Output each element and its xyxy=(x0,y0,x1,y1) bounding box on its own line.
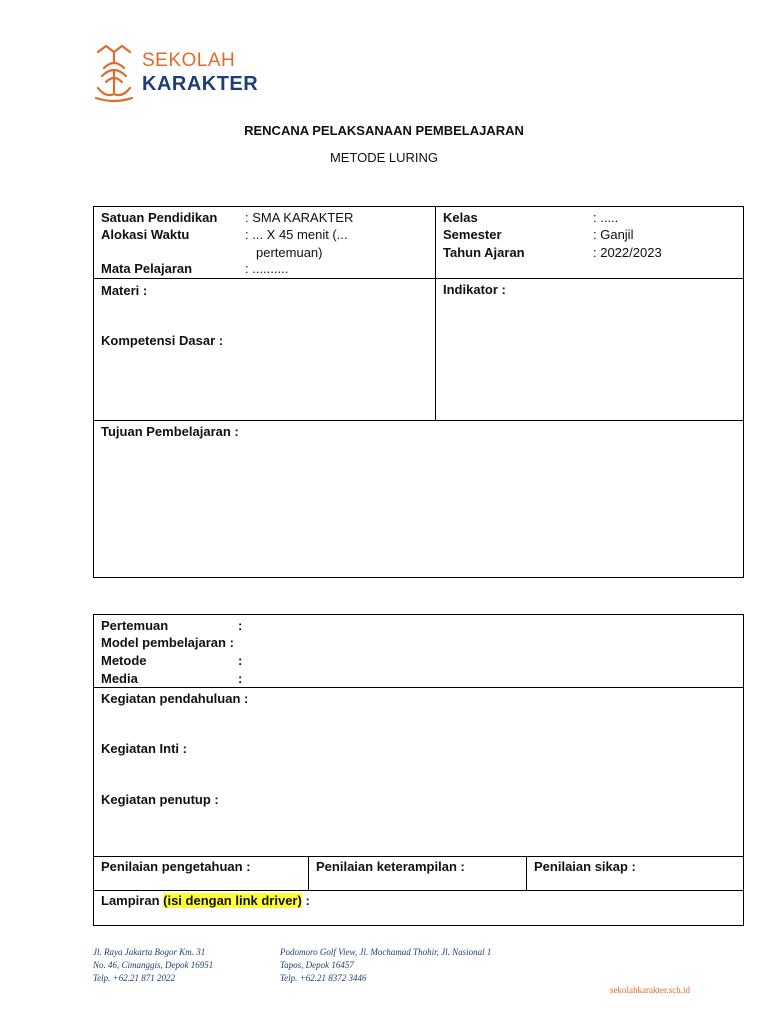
inti-label: Kegiatan Inti : xyxy=(101,741,187,756)
footer-mid-line-3: Telp. +62.21 8372 3446 xyxy=(280,973,367,983)
alokasi-label: Alokasi Waktu xyxy=(101,227,190,242)
identity-table-divider-1 xyxy=(93,278,744,279)
logo-text-sekolah: SEKOLAH xyxy=(142,50,236,71)
assessment-vdivider-2 xyxy=(526,856,527,890)
footer-left-line-3: Telp. +62.21 871 2022 xyxy=(93,973,175,983)
mapel-value: : .......... xyxy=(245,261,289,276)
kompetensi-dasar-label: Kompetensi Dasar : xyxy=(101,333,224,348)
document-subtitle: METODE LURING xyxy=(329,150,439,165)
lampiran-line xyxy=(101,892,310,909)
pendahuluan-label: Kegiatan pendahuluan : xyxy=(101,691,249,706)
lampiran-label: Lampiran xyxy=(101,893,164,908)
indikator-label: Indikator : xyxy=(443,282,506,297)
footer-mid-line-2: Tapos, Depok 16457 xyxy=(280,960,354,970)
assessment-vdivider-1 xyxy=(308,856,309,890)
penilaian-keterampilan-label: Penilaian keterampilan : xyxy=(316,859,465,874)
mapel-label: Mata Pelajaran xyxy=(101,261,193,276)
materi-label: Materi : xyxy=(101,283,148,298)
school-emblem-icon xyxy=(92,40,136,106)
alokasi-value-1: : ... X 45 menit (... xyxy=(245,227,348,242)
semester-value: : Ganjil xyxy=(593,227,634,242)
footer-address-mid xyxy=(280,946,491,985)
document-title: RENCANA PELAKSANAAN PEMBELAJARAN xyxy=(244,123,524,138)
media-colon: : xyxy=(238,671,243,686)
media-label: Media xyxy=(101,671,138,686)
footer-website: sekolahkarakter.sch.id xyxy=(610,985,690,995)
footer-left-line-2: No. 46, Cimanggis, Depok 16951 xyxy=(93,960,214,970)
alokasi-value-2: pertemuan) xyxy=(256,245,323,260)
footer-mid-line-1: Podomoro Golf View, Jl. Mochamad Thohir, Jl. Nasional 1 xyxy=(280,947,492,957)
satuan-label: Satuan Pendidikan xyxy=(101,210,218,225)
lampiran-tail: : xyxy=(301,893,310,908)
footer-left-line-1: Jl. Raya Jakarta Bogor Km. 31 xyxy=(93,947,206,957)
tujuan-label: Tujuan Pembelajaran : xyxy=(101,424,239,439)
pertemuan-colon: : xyxy=(238,618,243,633)
model-label: Model pembelajaran : xyxy=(101,635,234,650)
penilaian-sikap-label: Penilaian sikap : xyxy=(534,859,636,874)
activity-table-divider-3 xyxy=(93,890,744,891)
tahun-label: Tahun Ajaran xyxy=(443,245,525,260)
metode-colon: : xyxy=(238,653,243,668)
activity-table-divider-2 xyxy=(93,856,744,857)
activity-table-divider-1 xyxy=(93,687,744,688)
pertemuan-label: Pertemuan xyxy=(101,618,169,633)
identity-table-divider-2 xyxy=(93,420,744,421)
activity-table xyxy=(93,614,744,926)
logo-text-karakter: KARAKTER xyxy=(142,73,259,95)
kelas-value: : ..... xyxy=(593,210,619,225)
kelas-label: Kelas xyxy=(443,210,478,225)
school-logo xyxy=(92,40,259,108)
penutup-label: Kegiatan penutup : xyxy=(101,792,219,807)
footer-address-left xyxy=(93,946,213,985)
semester-label: Semester xyxy=(443,227,502,242)
identity-table-vdivider xyxy=(435,206,436,420)
satuan-value: : SMA KARAKTER xyxy=(245,210,354,225)
penilaian-pengetahuan-label: Penilaian pengetahuan : xyxy=(101,859,251,874)
lampiran-highlight: (isi dengan link driver) xyxy=(163,893,302,908)
metode-label: Metode xyxy=(101,653,147,668)
tahun-value: : 2022/2023 xyxy=(593,245,662,260)
